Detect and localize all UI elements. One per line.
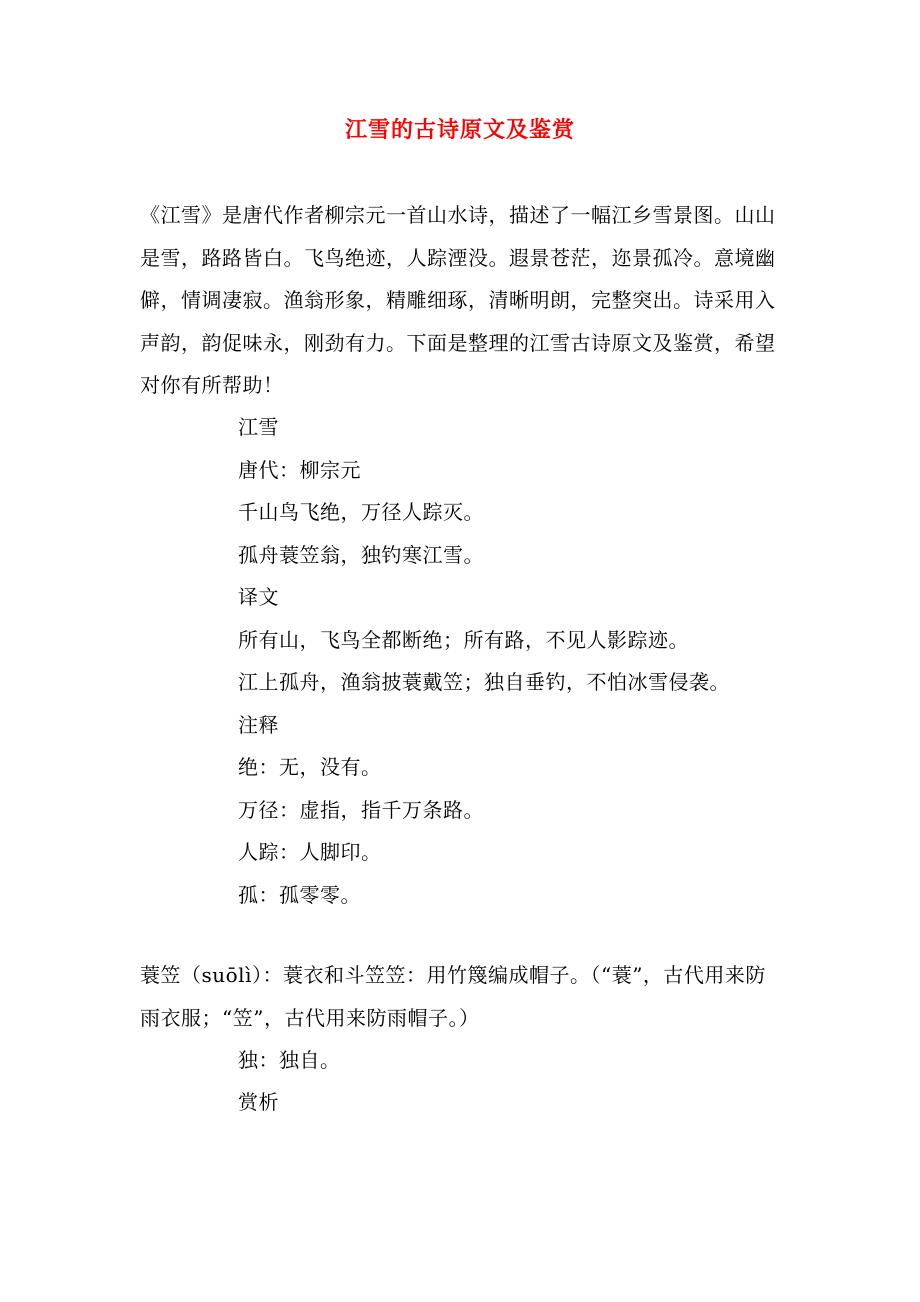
poem-heading: 江雪 [238,415,279,439]
poem-line-1: 千山鸟飞绝，万径人踪灭。 [238,500,484,524]
document-title: 江雪的古诗原文及鉴赏 [344,117,575,143]
translation-line-1: 所有山，飞鸟全都断绝；所有路，不见人影踪迹。 [238,628,689,652]
note-gu: 孤：孤零零。 [238,883,361,907]
translation-line-2: 江上孤舟，渔翁披蓑戴笠；独自垂钓，不怕冰雪侵袭。 [238,670,730,694]
translation-heading: 译文 [238,585,279,609]
note-renzong: 人踪：人脚印。 [238,840,382,864]
notes-heading: 注释 [238,713,279,737]
intro-paragraph: 《江雪》是唐代作者柳宗元一首山水诗，描述了一幅江乡雪景图。山山是雪，路路皆白。飞鸟绝迹，人踪湮没。遐景苍茫，迩景孤冷。意境幽僻，情调凄寂。渔翁形象，精雕细琢，清晰明朗，完整突出。诗采用入声韵，韵促味永，刚劲有力。下面是整理的江雪古诗原文及鉴赏，希望对你有所帮助！ [140,203,776,397]
poem-author: 唐代：柳宗元 [238,458,361,482]
note-du: 独：独自。 [238,1048,341,1072]
note-jue: 绝：无，没有。 [238,755,382,779]
note-wanjing: 万径：虚指，指千万条路。 [238,798,484,822]
note-suoli: 蓑笠（suōlì）：蓑衣和斗笠笠：用竹篾编成帽子。（“蓑”，古代用来防雨衣服；“笠”，古代用来防雨帽子。） [140,963,766,1030]
poem-line-2: 孤舟蓑笠翁，独钓寒江雪。 [238,543,484,567]
appreciation-heading: 赏析 [238,1090,279,1114]
